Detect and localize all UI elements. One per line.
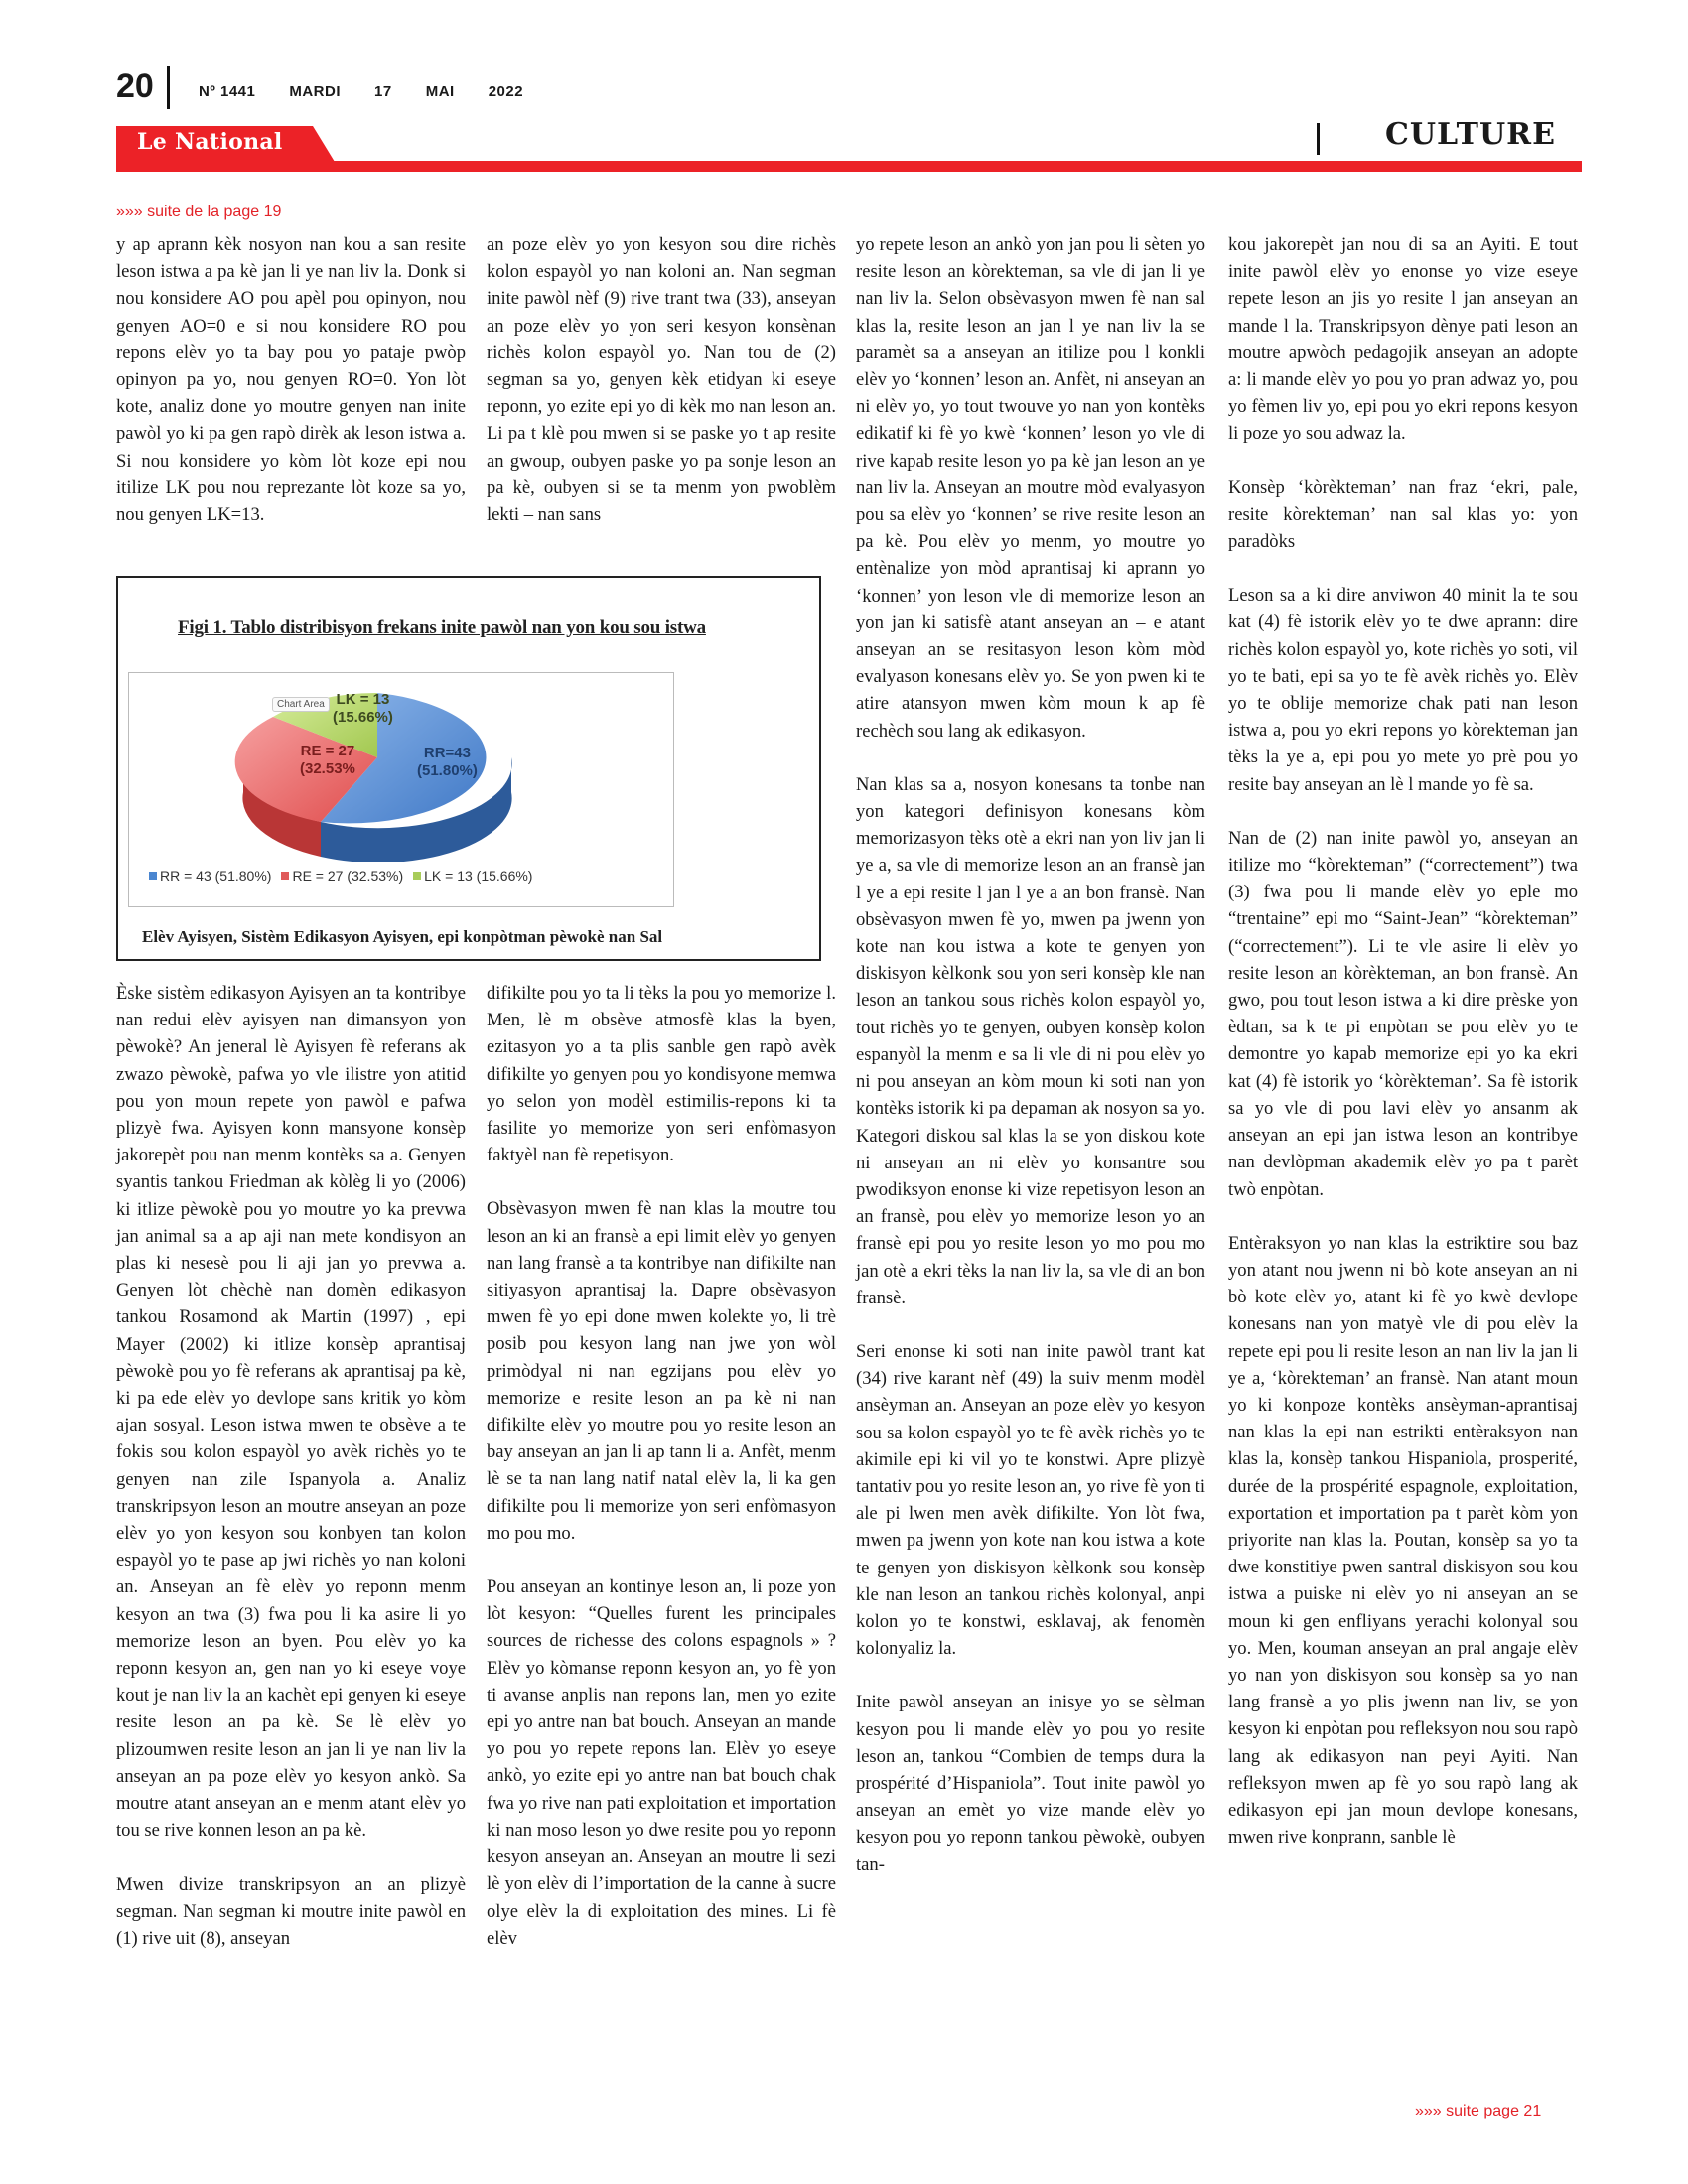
issue-number: Nº 1441 [199,83,256,100]
paragraph: Nan de (2) nan inite pawòl yo, anseyan an itilize mo “kòrekteman” (“correctement”) twa (3) fwa pou li mande elèv yo eple mo “trentaine” epi mo “Saint-Jean” “kòrekteman” (“correctement”). Li te vle asire li elèv yo resite leson an kòrèkteman, an bon fransè. An gwo, pou tout leson istwa a ki dire prèske yon èdtan, sa k te pi enpòtan se pou elèv yo te demontre yo kapab memorize epi yo ka ekri kat (4) fè istorik yo ‘kòrèkteman’. Sa fè istorik sa yo vle di pou lavi elèv yo ansanm ak anseyan an epi jan istwa leson an kontribye nan devlòpman akademik elèv yo pa t parèt twò enpòtan. [1228,827,1578,1200]
slice-label-rr [417,745,478,780]
section-title: CULTURE [1385,117,1556,152]
paragraph: Seri enonse ki soti nan inite pawòl trant kat (34) rive karant nèf (49) la suiv menm modèl ansèyman an. Anseyan an poze elèv yo kesyon sou sa kolon espayòl yo te fè avèk richès yo te akimile epi ki vil yo te konstwi. Apre plizyè tantativ pou yo resite leson an, yo rive fè yon ti ale pi lwen men avèk difikilte. Yon lòt fwa, mwen pa jwenn yon kote nan kou istwa a kote te genyen yon diskisyon kèlkonk sou konsèp kle nan leson an tankou richès kolonyal, anpi kolon yo te konstwi, esklavaj, ak fenomèn kolonyaliz la. [856,1340,1205,1660]
weekday: MARDI [289,83,342,100]
figure-caption: Elèv Ayisyen, Sistèm Edikasyon Ayisyen, epi konpòtman pèwokè nan Sal [142,927,663,946]
figure-title: Figi 1. Tablo distribisyon frekans inite pawòl nan yon kou sou istwa [178,617,706,638]
column-3 [856,231,1205,1878]
column-4 [1228,231,1578,1850]
day: 17 [374,83,392,100]
subheading: Konsèp ‘kòrèkteman’ nan fraz ‘ekri, pale, resite kòrekteman’ nan sal klas yo: yon paradòks [1228,477,1578,553]
paragraph: Inite pawòl anseyan an inisye yo se sèlman kesyon pou li mande elèv yo pou yo resite leson an, tankou “Combien de temps dura la prospérité d’Hispaniola”. Tout inite pawòl yo anseyan an emèt yo vize mande elèv yo kesyon pou yo reponn tankou pèwokè, oubyen tan- [856,1692,1205,1875]
figure-pie-chart [116,576,821,961]
slice-label-re [300,743,355,778]
legend-item-rr [149,868,271,884]
pie-chart-icon [129,673,673,862]
paragraph: Obsèvasyon mwen fè nan klas la moutre tou leson an ki an fransè a epi limit elèv yo genyen nan lang fransè a ta kontribye nan difikilte nan sitiyasyon aprantisaj la. Dapre obsèvasyon mwen fè yo epi done mwen kolekte yo, li trè posib pou kesyon lang nan jwe yon wòl primòdyal ni nan egzijans pou elèv yo memorize e resite leson an pa kè ni nan difikilte elèv yo moutre pou yo resite leson an bay anseyan an jan li ap tann li a. Anfèt, menm lè se ta nan lang natif natal elèv la, li ka gen difikilte pou li memorize yon seri enfòmasyon mo pou mo. [487,1198,836,1544]
slice-label-rr-percent: (51.80%) [417,762,478,779]
continued-on[interactable]: »»» suite page 21 [1415,2103,1542,2119]
column-2-bottom [487,980,836,1952]
paragraph: yo repete leson an ankò yon jan pou li sèten yo resite leson an kòrekteman, sa vle di jan li ye nan liv la. Selon obsèvasyon mwen fè nan sal klas la, resite leson an jan l ye nan liv la se paramèt sa a anseyan an itilize pou l konkli elèv yo ‘konnen’ leson an. Anfèt, ni anseyan an ni elèv yo, yo tout twouve yo nan yon kontèks edikatif ki fè yo kwè ‘konnen’ leson yo vle di rive kapab resite leson yo pa kè jan leson an ye nan liv la. Anseyan an moutre mòd evalyasyon pou sa elèv yo ‘konnen’ se rive resite leson an pa kè. Pou elèv yo menm, yo moutre yo entènalize yon mòd aprantisaj ki aprann yo ‘konnen’ yon leson vle di memorize leson an yon jan ki satisfè atant anseyan an – e atant anseyan an se resitasyon leson kòm mòd evalyason konesans elèv yo. Se yon pwen ki te atire atansyon mwen kòm moun k ap fè rechèch sou lang ak edikasyon. [856,234,1205,742]
paragraph: Pou anseyan an kontinye leson an, li poze yon lòt kesyon: “Quelles furent les principales sources de richesse des colons espagnols » ? Elèv yo kòmanse reponn kesyon an, yo fè yon ti avanse anplis nan repons lan, men yo ezite epi yo antre nan bat bouch. Anseyan an mande yo pou yo repete repons lan. Elèv yo eseye ankò, yo ezite epi yo antre nan bat bouch chak fwa yo rive nan pati exploitation et importation ki nan moso leson yo dwe resite pou yo reponn kesyon anseyan an. Anseyan an moutre li sezi lè yon elèv di l’importation de la canne à sucre olye elèv la di exploitation des mines. Li fè elèv [487,1576,836,1949]
column-2-top [487,231,836,528]
legend-item-lk [413,868,532,884]
legend-label: RR = 43 (51.80%) [160,868,272,884]
paragraph: y ap aprann kèk nosyon nan kou a san resite leson istwa a pa kè jan li ye nan liv la. Donk si nou konsidere AO pou apèl pou opinyon, nou genyen AO=0 e si nou konsidere RO pou repons elèv yo ta bay pou yo pataje pwòp opinyon pa yo, nou genyen RO=0. Yon lòt kote, analiz done yo moutre genyen nan inite pawòl yo ki pa gen rapò dirèk ak leson istwa a. Si nou konsidere yo kòm lòt koze epi nou itilize LK pou nou reprezante lòt koze sa yo, nou genyen LK=13. [116,234,466,526]
page-number: 20 [116,68,154,105]
legend-label: RE = 27 (32.53%) [292,868,404,884]
chart-area-tooltip: Chart Area [272,697,330,712]
paragraph: Èske sistèm edikasyon Ayisyen an ta kontribye nan redui elèv ayisyen nan dimansyon yon pèwokè? An jeneral lè Ayisyen fè referans ak zwazo pèwokè, pafwa yo vle ilistre yon atitid pou yon moun repete yon pawòl e pafwa plizyè fwa. Ayisyen konn mansyone konsèp jakorepèt pou nan menm kontèks sa a. Genyen syantis tankou Friedman ak kòlèg li yo (2006) ki itlize pèwokè pou yo moutre yo ka prevwa jan animal sa a ap aji nan mete kondisyon an plas ki nesesè pou li aji jan yo prevwa a. Genyen lòt chèchè nan domèn edikasyon tankou Rosamond ak Martin (1997) , epi Mayer (2002) ki itlize konsèp aprantisaj pèwokè pou yo fè referans ak aprantisaj pa kè, ki pa ede elèv yo devlope sans kritik yo kòm ajan sosyal. Leson istwa mwen te obsève a te fokis sou kolon espayòl yo avèk richès yo te genyen nan zile Ispanyola a. Analiz transkripsyon leson an moutre anseyan an poze elèv yo yon kesyon sou konbyen tan kolon espayòl yo te pase ap jwi richès yo nan koloni an. Anseyan an fè elèv yo reponn menm kesyon an twa (3) fwa pou li ka asire li yo memorize leson an byen. Pou elèv yo ka reponn kesyon an, gen nan yo ki eseye voye kout je nan liv la an kachèt epi genyen ki eseye resite leson an pa kè. Se lè elèv yo plizoumwen resite leson an jan li ye nan liv la anseyan an pa poze elèv yo kesyon ankò. Sa moutre atant anseyan an e menm atant elèv yo tou se rive konnen leson an pa kè. [116,983,466,1842]
paragraph: Mwen divize transkripsyon an an plizyè segman. Nan segman ki moutre inite pawòl en (1) rive uit (8), anseyan [116,1873,466,1949]
paragraph: an poze elèv yo yon kesyon sou dire richès kolon espayòl yo nan koloni an. Nan segman inite pawòl nèf (9) rive trant twa (33), anseyan an poze elèv yo yon seri kesyon konsènan richès kolon espayòl yo. Nan tou de (2) segman sa yo, genyen kèk etidyan ki eseye reponn, yo ezite epi yo di kèk mo nan leson an. Li pa t klè pou mwen si se paske yo t ap resite an gwoup, oubyen paske yo pa sonje leson an pa kè, oubyen si se ta menm yon pwoblèm lekti – nan sans [487,234,836,526]
year: 2022 [488,83,524,100]
legend-label: LK = 13 (15.66%) [424,868,533,884]
legend-swatch-icon [149,872,157,880]
column-1-top [116,231,466,528]
continued-from[interactable]: »»» suite de la page 19 [116,204,282,220]
slice-label-lk [333,691,393,727]
legend-swatch-icon [281,872,289,880]
paragraph: Nan klas sa a, nosyon konesans ta tonbe nan yon kategori definisyon konesans kòm memorizasyon tèks otè a ekri nan yon liv jan li ye a, sa vle di memorize leson an an fransè jan l ye a epi resite l jan l ye a an bon fransè. Nan obsèvasyon mwen fè yo, mwen pa jwenn yon kote nan kou istwa a kote te genyen yon diskisyon kèlkonk sou yon seri konsèp kle nan leson an tankou sous richès kolon espayòl yo, tout richès yo te genyen, oubyen konsèp kolon espanyòl la menm e sa li vle di ni pou elèv yo ni pou anseyan an kòm moun ki soti nan yon kontèks istorik ki pa depaman ak nosyon sa yo. Kategori diskou sal klas la se yon diskou kote ni anseyan an ni elèv yo konsantre sou pwodiksyon enonse ki vize repetisyon leson an an fransè, pou elèv yo memorize leson yo an fransè epi pou yo resite leson yo mo pou mo jan otè a ekri tèks la nan liv la, sa vle di an bon fransè. [856,773,1205,1308]
header-rule [116,161,1582,172]
section-divider [1317,123,1320,155]
slice-label-re-percent: (32.53% [300,760,355,777]
paragraph: difikilte pou yo ta li tèks la pou yo memorize l. Men, lè m obsève atmosfè klas la byen, ezitasyon yo a ta plis sanble gen rapò avèk difikilte yo genyen pou yo kondisyone memwa yo selon yon modèl estimilis-repons ki ta fasilite yo memorize yon seri enfòmasyon faktyèl nan fè repetisyon. [487,983,836,1166]
legend-item-re [281,868,403,884]
paragraph: Entèraksyon yo nan klas la estriktire sou baz yon atant nou jwenn ni bò kote anseyan an ni bò kote elèv yo, atant ki fè yo kwè devlope konesans nan yon matyè vle di pou elèv la repete epi pou li resite leson an nan liv la jan li ye a, ‘kòrekteman’ an fransè. Nan atant moun yo ki konpoze kontèks ansèyman-aprantisaj nan klas la epi nan estrikti entèraksyon nan klas la, konsèp tankou Hispaniola, prosperité, durée de la prospérité espagnole, exploitation, exportation et importation pa t parèt kòm yon priyorite nan klas la. Poutan, konsèp sa yo ta dwe konstitiye pwen santral diskisyon sou kou istwa a puiske ni elèv yo ni anseyan an se moun ki gen enfliyans yerachi kolonyal sou yo. Men, kouman anseyan an pral angaje elèv yo nan yon diskisyon sou konsèp sa yo nan lang fransè a yo plis jwenn nan liv, se yon kesyon ki enpòtan pou refleksyon nou sou rapò lang ak edikasyon nan peyi Ayiti. Nan refleksyon mwen ap fè yo sou rapò lang ak edikasyon epi jan moun devlope konesans, mwen rive konprann, sanble lè [1228,1232,1578,1848]
slice-label-re-count: RE = 27 [300,743,355,759]
slice-label-lk-count: LK = 13 [336,691,390,708]
slice-label-rr-count: RR=43 [423,745,471,761]
month: MAI [425,83,455,100]
column-1-bottom [116,980,466,1952]
publication-name: Le National [137,129,283,155]
paragraph: kou jakorepèt jan nou di sa an Ayiti. E tout inite pawòl elèv yo enonse yo vize eseye repete leson an jis yo resite l jan anseyan an mande l la. Transkripsyon dènye pati leson an moutre apwòch pedagojik anseyan an adopte a: li mande elèv yo pou yo pran adwaz yo, pou yo fèmen liv yo, epi pou yo ekri repons kesyon li poze yo sou adwaz la. [1228,234,1578,445]
slice-label-lk-percent: (15.66%) [333,709,393,726]
paragraph: Leson sa a ki dire anviwon 40 minit la te sou kat (4) fè istorik elèv yo te dwe aprann: dire richès kolon espayòl yo, kote richès yo soti, vil yo te bati, epi sa yo te fè avèk richès yo. Elèv yo te oblije memorize chak pati nan leson istwa a, pou yo ekri repons yo kòrekteman jan tèks la ye a, epi pou yo mete yo prè pou yo resite bay anseyan an lè l mande yo fè sa. [1228,585,1578,795]
header-divider [167,66,170,109]
issue-info [199,83,523,100]
legend-swatch-icon [413,872,421,880]
chart-legend [149,868,532,884]
chart-area [128,672,674,907]
